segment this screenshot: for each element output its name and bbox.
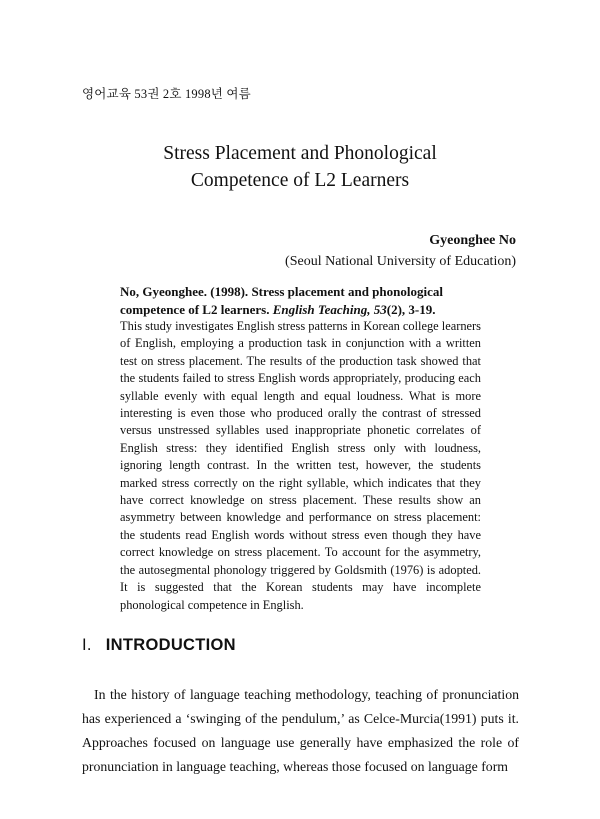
citation-issue-pages: (2), 3-19. <box>386 302 436 317</box>
section-heading <box>82 636 236 655</box>
citation-journal: English Teaching, <box>272 302 371 317</box>
abstract: This study investigates English stress patterns in Korean college learners of English, employing a production task in conjunction with a written test on stress placement. The results of the production task showed that the students failed to stress English words appropriately, producing each syllable evenly with equal length and equal loudness. What is more interesting is even those who produced orally the contrast of stressed versus unstressed syllables used inappropriate phonetic correlates of English stress: they identified English stress only with loudness, ignoring length contrast. In the written test, however, the students marked stress correctly on the right syllable, which indicates that they have correct knowledge on stress placement. These results show an asymmetry between knowledge and performance on stress placement: the students read English words without stress even though they have correct knowledge on stress placement. To account for the asymmetry, the autosegmental phonology triggered by Goldsmith (1976) is adopted. It is suggested that the Korean students may have incomplete phonological competence in English. <box>120 319 481 612</box>
paper-title-line-2: Competence of L2 Learners <box>190 170 410 191</box>
citation-authors: No, Gyeonghee. (1998). <box>120 284 249 299</box>
citation <box>120 283 480 319</box>
paper-title-line-1: Stress Placement and Phonological <box>163 143 437 164</box>
section-title: INTRODUCTION <box>105 636 236 654</box>
paper-title <box>0 140 600 194</box>
body-paragraph: In the history of language teaching methodology, teaching of pronunciation has experienced a ‘swinging of the pendulum,’ as Celce-Murcia(1991) puts it. Approaches focused on language use generally have emphasized the role of pronunciation in language teaching, whereas those focused on language form <box>82 687 519 774</box>
journal-header: 영어교육 53권 2호 1998년 여름 <box>82 87 251 101</box>
citation-volume: 53 <box>373 302 387 317</box>
author-block <box>285 230 516 272</box>
body-text <box>82 683 519 779</box>
section-number: I. <box>82 636 92 654</box>
author-name: Gyeonghee No <box>429 233 516 248</box>
citation-title: Stress placement and phonological competence of L2 learners. <box>120 284 443 317</box>
author-affiliation: (Seoul National University of Education) <box>285 254 516 269</box>
